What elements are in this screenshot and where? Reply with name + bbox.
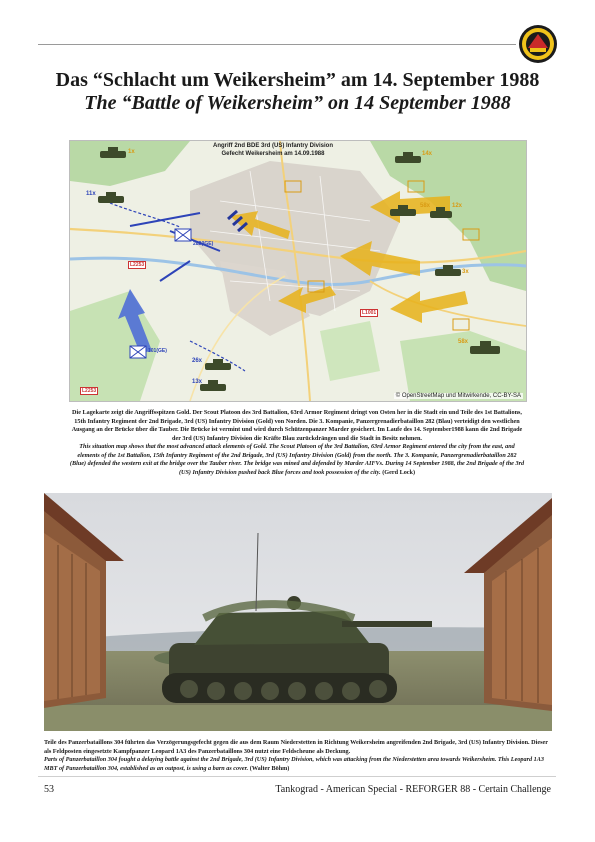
unit-id-label: 282(IGE) xyxy=(193,241,214,247)
map-caption-english xyxy=(69,443,525,477)
page-number: 53 xyxy=(44,784,54,795)
map-caption-english-text: This situation map shows that the most advanced attack elements of Gold. The Scout Platoon of the 3rd Battalion, 63rd Armor Regiment entered the city from the east, and elements of the 1st Battalion, 15th Infantry Regiment of the 2nd Brigade, 3rd (US) Infantry Division (Gold) from the north. The 3. Kompanie, Panzergrenadierbataillon 282 (Blue) defended the western exit at the bridge over the Tauber river. The bridge was mined and defended by Marder AIFVs. During 14 September 1988, the 2nd Brigade of the 3rd (US) Infantry Division pushed back Blue forces and took possession of the city. xyxy=(69,443,525,476)
publisher-logo-icon xyxy=(518,24,558,64)
photo-caption-english xyxy=(44,756,552,773)
unit-label: 58x xyxy=(420,203,431,209)
situation-map xyxy=(69,140,527,402)
unit-label: 1x xyxy=(128,149,135,155)
road-label: L2253 xyxy=(82,388,97,394)
header-rule xyxy=(38,44,516,45)
map-caption-credit: (Gerd Lock) xyxy=(382,468,416,476)
photo-caption xyxy=(44,739,552,773)
photo-caption-english-text: Parts of Panzerbataillon 304 fought a delaying battle against the 2nd Brigade, 3rd (US) Infantry Division, which was attacking from the Niederstetten area towards Weikersheim. This Leopard 1A3 MBT of Panzerbataillon 304, established as an outpost, is using a barn as cover. xyxy=(44,756,544,772)
map-caption xyxy=(69,409,525,477)
map-title xyxy=(198,143,348,158)
unit-label: 12x xyxy=(452,203,463,209)
unit-label: 26x xyxy=(192,358,203,364)
map-title-line1: Angriff 2nd BDE 3rd (US) Infantry Division xyxy=(212,143,333,149)
unit-label: 58x xyxy=(458,339,469,345)
footer-rule xyxy=(38,776,556,777)
unit-label: 13x xyxy=(192,379,203,385)
photo-caption-german: Teile des Panzerbataillons 304 führten das Verzögerungsgefecht gegen die aus dem Raum Niederstetten in Richtung Weikersheim angreifenden 2nd Brigade, 3rd (US) Infantry Division. Dieser als Feldposten eingesetzte Kampfpanzer Leopard 1A3 des Panzerbataillons 304 nutzt eine Feldscheune als Deckung. xyxy=(44,739,548,755)
road-label: L2253 xyxy=(130,262,145,268)
unit-label: 11x xyxy=(86,191,96,197)
footer-publication: Tankograd - American Special - REFORGER 88 - Certain Challenge xyxy=(275,784,551,795)
map-caption-german: Die Lagekarte zeigt die Angriffsspitzen Gold. Der Scout Platoon des 3rd Battalion, 63rd Armor Regiment dringt von Osten her in die Stadt ein und Teile des 1st Battalions, 15th Infantry Regiment der 2nd Brigade, 3rd (US) Infantry Division (Gold) von Norden. Die 3. Kompanie, Panzergrenadierbataillon 282 (Blau) verteidigt den westlichen Ausgang an der Brücke über die Tauber. Die Brücke ist vermint und wird durch Schützenpanzer Marder gesichert. Im Laufe des 14. September1988 kann die 2nd Brigade der 3rd (US) Infantry Division die Kräfte Blau zurückdrängen und die Stadt in Besitz nehmen. xyxy=(71,409,523,442)
page-title-german: Das “Schlacht um Weikersheim” am 14. September 1988 xyxy=(55,69,540,91)
page-title-english: The “Battle of Weikersheim” on 14 September 1988 xyxy=(84,92,511,114)
unit-id-label: 101(GE) xyxy=(148,348,167,354)
map-attribution: © OpenStreetMap und Mitwirkende, CC-BY-SA xyxy=(395,393,521,399)
unit-label: 14x xyxy=(422,151,433,157)
tank-photo xyxy=(44,493,552,731)
photo-caption-credit: (Walter Böhm) xyxy=(249,764,290,772)
map-title-line2: Gefecht Weikersheim am 14.09.1988 xyxy=(221,150,325,157)
unit-label: 3x xyxy=(462,269,469,275)
road-label: L1001 xyxy=(362,310,377,316)
map-graphic xyxy=(70,141,526,401)
